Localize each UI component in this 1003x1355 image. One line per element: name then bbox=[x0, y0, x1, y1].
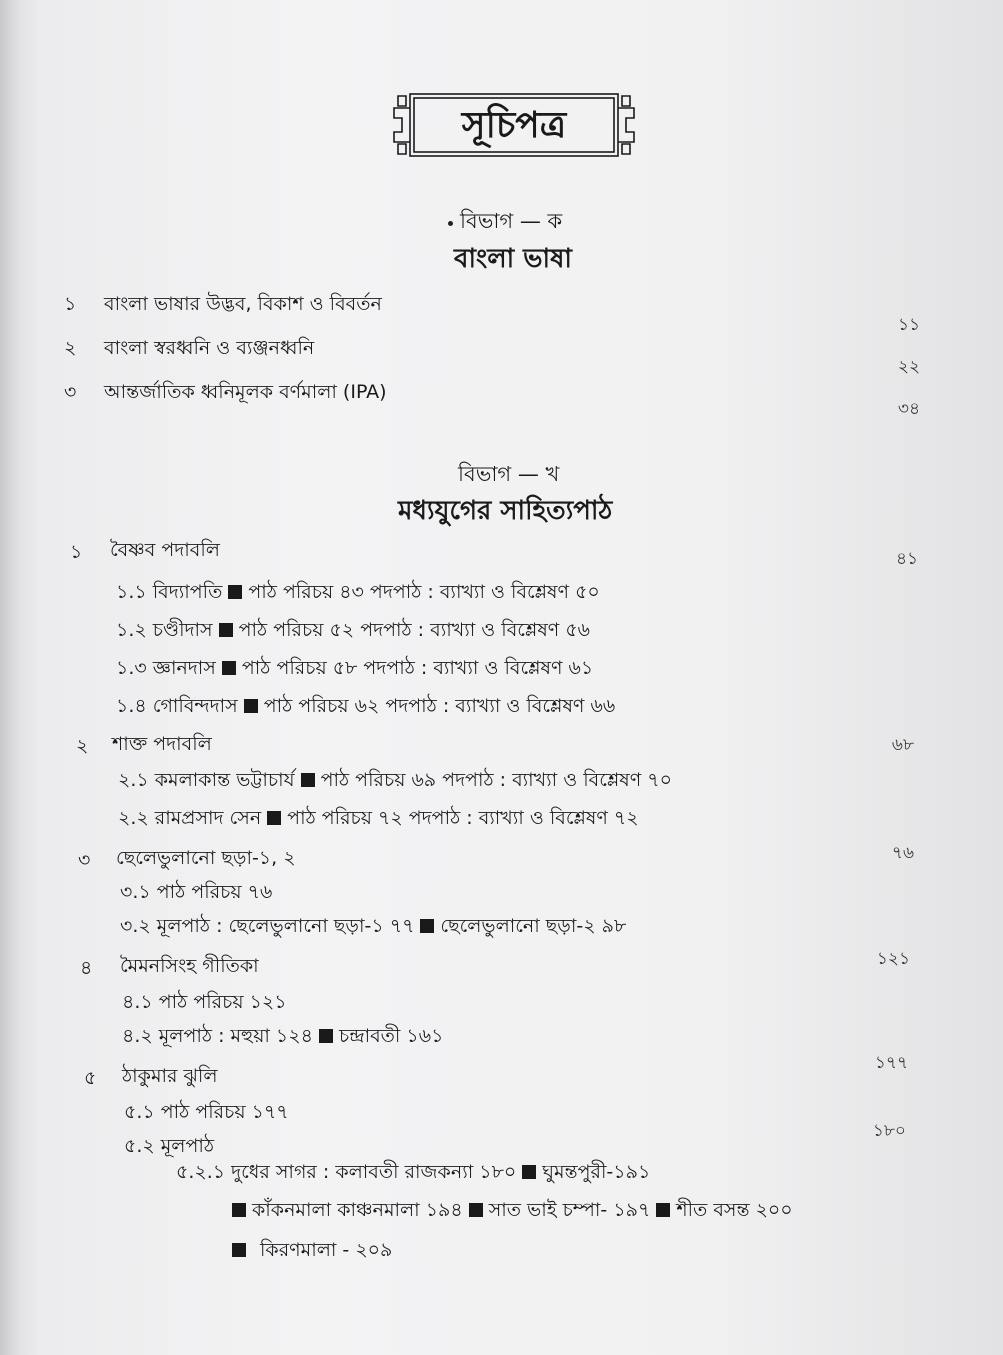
section-a-label: বিভাগ — ক bbox=[460, 209, 563, 233]
subentry-detail: চন্দ্রাবতী ১৬১ bbox=[338, 1025, 444, 1047]
toc-num: ২ bbox=[64, 337, 77, 359]
subentry-detail: পাঠ পরিচয় ৪৩ পদপাঠ : ব্যাখ্যা ও বিশ্লেষণ ৫০ bbox=[248, 581, 600, 603]
page-number: ১৮০ bbox=[872, 1121, 906, 1141]
subentry-detail: পাঠ পরিচয় ৬২ পদপাঠ : ব্যাখ্যা ও বিশ্লেষণ ৬৬ bbox=[263, 695, 616, 717]
title-frame bbox=[388, 88, 640, 162]
toc-subentry bbox=[116, 578, 600, 610]
section-b-heading: মধ্যযুগের সাহিত্যপাঠ bbox=[398, 496, 613, 526]
square-bullet-icon bbox=[319, 1029, 333, 1043]
square-bullet-icon bbox=[469, 1203, 483, 1217]
toc-subentry bbox=[120, 912, 626, 944]
toc-num: ৫ bbox=[84, 1067, 97, 1089]
square-bullet-icon bbox=[232, 1243, 246, 1257]
page-number: ২২ bbox=[897, 357, 920, 377]
toc-subentry: ৩.১ পাঠ পরিচয় ৭৬ bbox=[120, 881, 273, 903]
subentry-detail: কিরণমালা - ২০৯ bbox=[260, 1239, 393, 1261]
page-number: ৭৬ bbox=[891, 843, 914, 863]
toc-num: ১ bbox=[70, 541, 83, 563]
subentry-detail: পাঠ পরিচয় ৫৮ পদপাঠ : ব্যাখ্যা ও বিশ্লেষণ ৬১ bbox=[241, 657, 594, 679]
subentry-author: ৫.২.১ দুধের সাগর : কলাবতী রাজকন্যা ১৮০ bbox=[176, 1161, 517, 1183]
subentry-detail: পাঠ পরিচয় ৭২ পদপাঠ : ব্যাখ্যা ও বিশ্লেষণ ৭২ bbox=[287, 807, 639, 829]
toc-entry: মৈমনসিংহ গীতিকা bbox=[120, 955, 259, 977]
page-number: ১১ bbox=[897, 315, 920, 335]
subentry-detail: কাঁকনমালা কাঞ্চনমালা ১৯৪ bbox=[252, 1199, 463, 1221]
toc-num: ৩ bbox=[64, 381, 77, 403]
toc-num: ৩ bbox=[78, 849, 91, 871]
subentry-detail: ঘুমন্তপুরী-১৯১ bbox=[542, 1161, 651, 1183]
square-bullet-icon bbox=[522, 1165, 536, 1179]
toc-num: ২ bbox=[76, 735, 89, 757]
subentry-author: ১.৪ গোবিন্দদাস bbox=[116, 695, 238, 717]
subentry-author: ২.১ কমলাকান্ত ভট্টাচার্য bbox=[118, 769, 295, 791]
toc-subentry bbox=[226, 1236, 392, 1268]
toc-entry: আন্তর্জাতিক ধ্বনিমূলক বর্ণমালা (IPA) bbox=[104, 381, 387, 403]
page-number: ৬৮ bbox=[891, 735, 914, 755]
page-title: সূচিপত্র bbox=[461, 105, 567, 146]
page-number: ৪১ bbox=[895, 549, 918, 569]
toc-subentry bbox=[116, 616, 590, 648]
square-bullet-icon bbox=[244, 699, 258, 713]
square-bullet-icon bbox=[232, 1203, 246, 1217]
toc-num: ১ bbox=[64, 293, 77, 315]
toc-entry: বাংলা স্বরধ্বনি ও ব্যঞ্জনধ্বনি bbox=[104, 337, 315, 359]
subentry-author: ৩.২ মূলপাঠ : ছেলেভুলানো ছড়া-১ ৭৭ bbox=[120, 915, 415, 937]
toc-subentry bbox=[226, 1196, 793, 1228]
subentry-detail: পাঠ পরিচয় ৫২ পদপাঠ : ব্যাখ্যা ও বিশ্লেষণ ৫৬ bbox=[238, 619, 591, 641]
page-binding-shadow bbox=[0, 0, 22, 1355]
subentry-detail: ছেলেভুলানো ছড়া-২ ৯৮ bbox=[440, 915, 627, 937]
toc-subentry bbox=[118, 804, 639, 836]
toc-entry: ঠাকুমার ঝুলি bbox=[122, 1065, 218, 1087]
page-number: ৩৪ bbox=[897, 399, 920, 419]
square-bullet-icon bbox=[219, 623, 233, 637]
toc-subentry: ৫.১ পাঠ পরিচয় ১৭৭ bbox=[124, 1101, 289, 1123]
toc-subentry bbox=[116, 692, 615, 724]
square-bullet-icon bbox=[222, 661, 236, 675]
subentry-author: ৪.২ মূলপাঠ : মহুয়া ১২৪ bbox=[122, 1025, 313, 1047]
page-number: ১২১ bbox=[876, 949, 910, 969]
subentry-author: ১.৩ জ্ঞানদাস bbox=[116, 657, 216, 679]
square-bullet-icon bbox=[420, 919, 434, 933]
toc-subentry bbox=[116, 654, 593, 686]
toc-entry: ছেলেভুলানো ছড়া-১, ২ bbox=[116, 847, 296, 869]
toc-entry: বাংলা ভাষার উদ্ভব, বিকাশ ও বিবর্তন bbox=[104, 293, 382, 315]
toc-num: ৪ bbox=[80, 957, 93, 979]
bullet-dot bbox=[448, 221, 453, 226]
toc-subentry bbox=[118, 766, 672, 798]
square-bullet-icon bbox=[656, 1203, 670, 1217]
square-bullet-icon bbox=[267, 811, 281, 825]
toc-subentry: ৪.১ পাঠ পরিচয় ১২১ bbox=[122, 991, 287, 1013]
toc-subentry: ৫.২ মূলপাঠ bbox=[124, 1135, 215, 1157]
toc-subentry bbox=[176, 1158, 650, 1190]
toc-subentry bbox=[122, 1022, 443, 1054]
section-a-heading: বাংলা ভাষা bbox=[454, 244, 572, 274]
subentry-author: ১.১ বিদ্যাপতি bbox=[116, 581, 223, 603]
subentry-detail: পাঠ পরিচয় ৬৯ পদপাঠ : ব্যাখ্যা ও বিশ্লেষণ ৭০ bbox=[320, 769, 673, 791]
square-bullet-icon bbox=[228, 585, 242, 599]
subentry-author: ২.২ রামপ্রসাদ সেন bbox=[118, 807, 262, 829]
toc-entry: বৈষ্ণব পদাবলি bbox=[110, 539, 220, 561]
toc-entry: শাক্ত পদাবলি bbox=[112, 733, 212, 755]
section-b-label: বিভাগ — খ bbox=[458, 462, 560, 486]
square-bullet-icon bbox=[301, 773, 315, 787]
subentry-author: ১.২ চণ্ডীদাস bbox=[116, 619, 213, 641]
subentry-detail: শীত বসন্ত ২০০ bbox=[676, 1199, 793, 1221]
page-number: ১৭৭ bbox=[874, 1053, 908, 1073]
subentry-detail: সাত ভাই চম্পা- ১৯৭ bbox=[488, 1199, 651, 1221]
